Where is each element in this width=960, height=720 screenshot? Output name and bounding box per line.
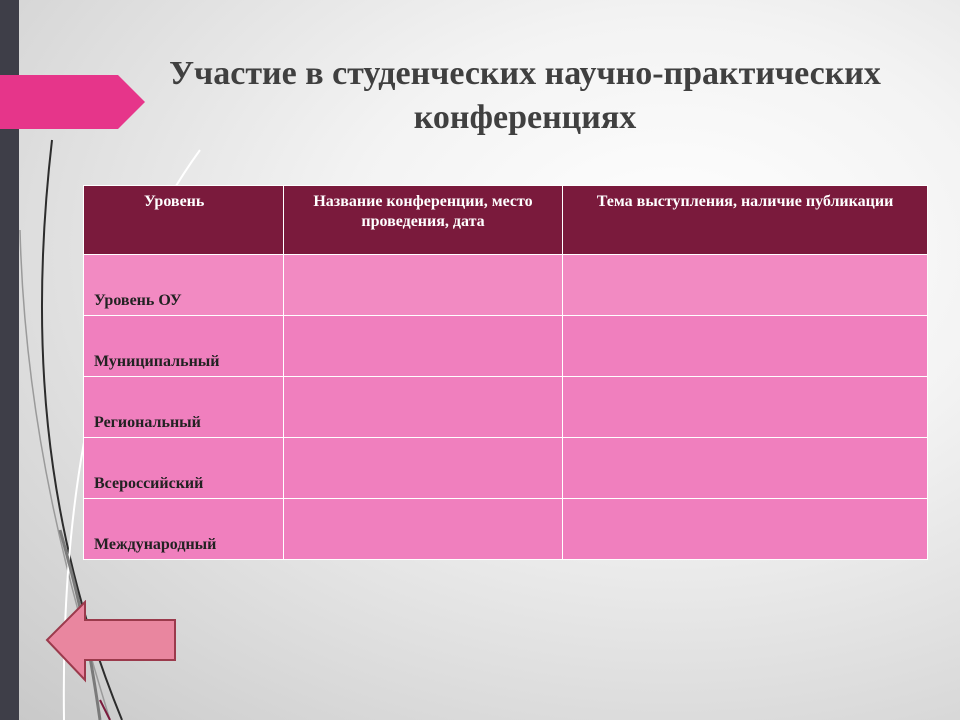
conference-cell[interactable] [284, 377, 563, 438]
table-row [84, 438, 928, 499]
topic-cell[interactable] [563, 438, 928, 499]
table-row [84, 316, 928, 377]
header-conference: Название конференции, место проведения, дата [284, 186, 563, 255]
row-level-label: Международный [84, 499, 284, 560]
header-topic: Тема выступления, наличие публикации [563, 186, 928, 255]
row-level-label: Региональный [84, 377, 284, 438]
topic-cell[interactable] [563, 377, 928, 438]
topic-cell[interactable] [563, 499, 928, 560]
table-row [84, 499, 928, 560]
row-level-label: Муниципальный [84, 316, 284, 377]
topic-cell[interactable] [563, 255, 928, 316]
topic-cell[interactable] [563, 316, 928, 377]
table-row [84, 255, 928, 316]
header-level: Уровень [84, 186, 284, 255]
conference-table [83, 185, 928, 560]
left-arrow-icon[interactable] [45, 600, 177, 684]
row-level-label: Уровень ОУ [84, 255, 284, 316]
table-row [84, 377, 928, 438]
conference-cell[interactable] [284, 255, 563, 316]
slide-title: Участие в студенческих научно-практических конференциях [169, 55, 881, 136]
table-header-row [84, 186, 928, 255]
conference-cell[interactable] [284, 438, 563, 499]
conference-cell[interactable] [284, 316, 563, 377]
conference-cell[interactable] [284, 499, 563, 560]
row-level-label: Всероссийский [84, 438, 284, 499]
